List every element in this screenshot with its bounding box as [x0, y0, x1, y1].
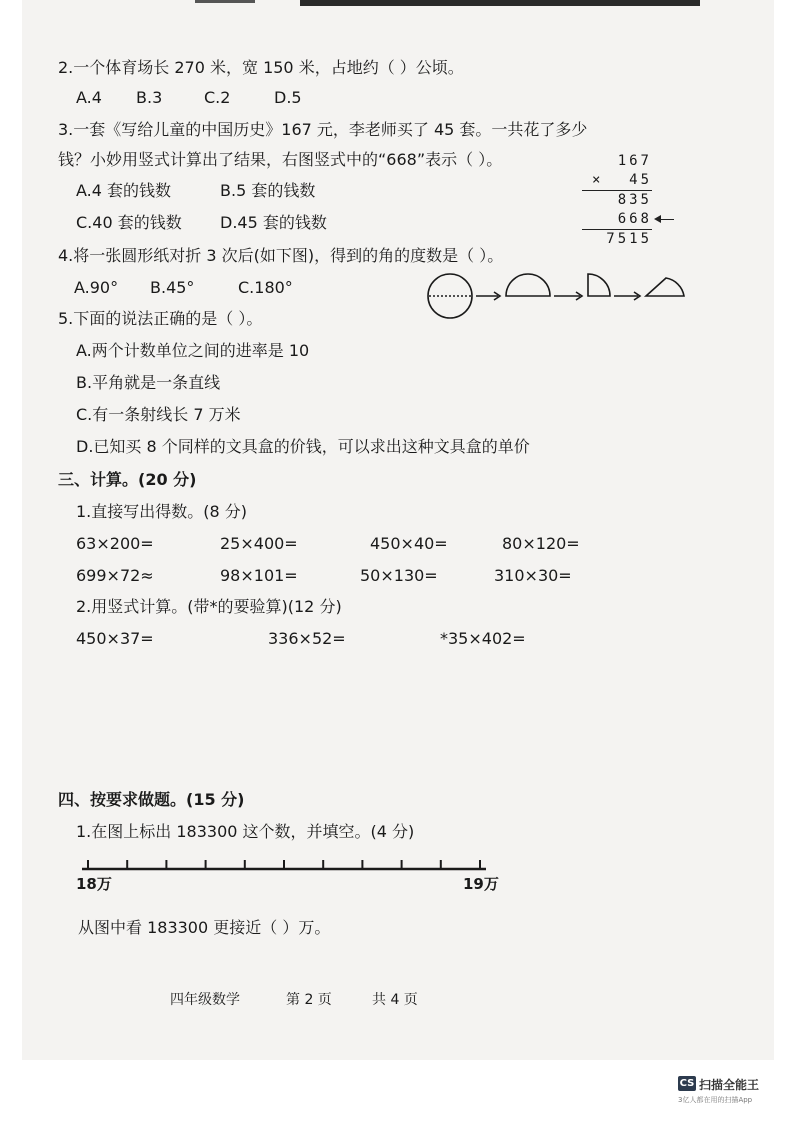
multiplier: 45: [629, 172, 652, 188]
footer-page: 第 2 页: [286, 992, 332, 1008]
vertical-calc-3: *35×402=: [440, 629, 526, 648]
section-3-part-2: 2.用竖式计算。(带*的要验算)(12 分): [76, 597, 342, 616]
calc-6: 98×101=: [220, 566, 298, 585]
question-5: 5.下面的说法正确的是（ ）。: [58, 309, 263, 328]
question-3-line1: 3.一套《写给儿童的中国历史》167 元，李老师买了 45 套。一共花了多少: [58, 120, 588, 139]
camscanner-logo-icon: CS: [679, 1078, 695, 1089]
q2-option-d: D.5: [274, 88, 302, 107]
calc-8: 310×30=: [494, 566, 572, 585]
footer-subject: 四年级数学: [170, 992, 240, 1008]
q2-option-a: A.4: [76, 88, 102, 107]
vertical-calc-2: 336×52=: [268, 629, 346, 648]
arrow-left-icon: [656, 219, 674, 220]
calc-3: 450×40=: [370, 534, 448, 553]
footer-total: 共 4 页: [372, 992, 418, 1008]
q3-option-b: B.5 套的钱数: [220, 181, 316, 200]
q3-option-a: A.4 套的钱数: [76, 181, 172, 200]
multiplier-row: [582, 171, 652, 190]
calc-7: 50×130=: [360, 566, 438, 585]
q3-option-d: D.45 套的钱数: [220, 213, 327, 232]
multiplicand: 167: [617, 153, 652, 169]
number-line: [82, 858, 486, 872]
section-3-part-1: 1.直接写出得数。(8 分): [76, 502, 248, 521]
q2-option-c: C.2: [204, 88, 231, 107]
camscanner-tagline: 3亿人都在用的扫描App: [678, 1096, 753, 1104]
paper-folding-diagram: [426, 270, 696, 326]
half-circle-shape: [506, 274, 550, 296]
question-2: 2.一个体育场长 270 米，宽 150 米，占地约（ ）公顷。: [58, 58, 464, 77]
partial-product-1: 835: [582, 190, 652, 210]
quarter-circle-shape: [588, 274, 610, 296]
scan-edge-bar: [300, 0, 700, 6]
number-line-end-label: 19万: [463, 875, 499, 893]
times-sign: ×: [592, 172, 604, 188]
vertical-multiplication: [582, 152, 652, 249]
camscanner-name: 扫描全能王: [699, 1078, 760, 1092]
q4-option-a: A.90°: [74, 278, 119, 297]
section-3-title: 三、计算。(20 分): [58, 470, 197, 489]
question-3-line2: 钱？小妙用竖式计算出了结果，右图竖式中的“668”表示（ ）。: [58, 150, 503, 169]
vertical-calc-1: 450×37=: [76, 629, 154, 648]
calc-4: 80×120=: [502, 534, 580, 553]
section-4-part-1: 1.在图上标出 183300 这个数，并填空。(4 分): [76, 822, 415, 841]
calc-5: 699×72≈: [76, 566, 154, 585]
q2-option-b: B.3: [136, 88, 163, 107]
question-4: 4.将一张圆形纸对折 3 次后(如下图)，得到的角的度数是（ ）。: [58, 246, 504, 265]
q5-option-a: A.两个计数单位之间的进率是 10: [76, 341, 310, 360]
section-4-title: 四、按要求做题。(15 分): [58, 790, 245, 809]
q4-option-c: C.180°: [238, 278, 293, 297]
scan-edge-mark: [195, 0, 255, 3]
q5-option-b: B.平角就是一条直线: [76, 373, 221, 392]
product-result: 7515: [582, 229, 652, 249]
number-line-fill-question: 从图中看 183300 更接近（ ）万。: [78, 918, 331, 937]
q5-option-c: C.有一条射线长 7 万米: [76, 405, 241, 424]
eighth-circle-shape: [646, 278, 684, 296]
number-line-start-label: 18万: [76, 875, 112, 893]
partial-product-2: 668: [617, 211, 652, 227]
q3-option-c: C.40 套的钱数: [76, 213, 182, 232]
q5-option-d: D.已知买 8 个同样的文具盒的价钱，可以求出这种文具盒的单价: [76, 437, 530, 456]
calc-2: 25×400=: [220, 534, 298, 553]
q4-option-b: B.45°: [150, 278, 195, 297]
partial-product-2-row: [582, 210, 652, 229]
calc-1: 63×200=: [76, 534, 154, 553]
